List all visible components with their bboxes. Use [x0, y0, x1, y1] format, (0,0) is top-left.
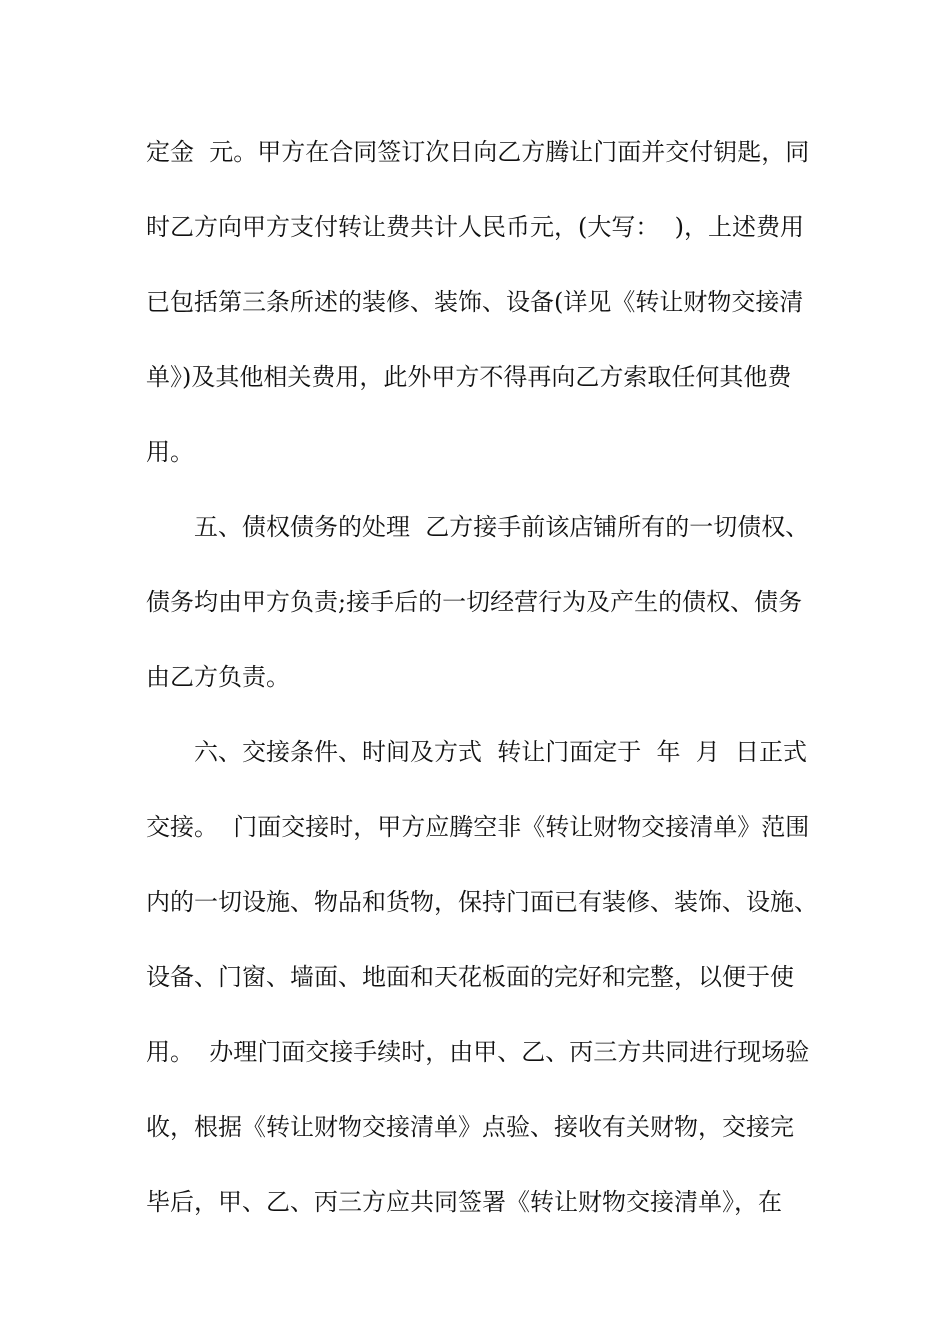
- text-line: 时乙方向甲方支付转让费共计人民币元，(大写： )，上述费用: [146, 213, 804, 241]
- text-line: 用。: [146, 438, 194, 466]
- text-line: 债务均由甲方负责;接手后的一切经营行为及产生的债权、债务: [146, 588, 803, 616]
- text-line: 内的一切设施、物品和货物，保持门面已有装修、装饰、设施、: [146, 888, 818, 916]
- text-line: 定金 元。甲方在合同签订次日向乙方腾让门面并交付钥匙，同: [146, 138, 810, 166]
- section-heading-six: 六、交接条件、时间及方式 转让门面定于 年 月 日正式: [194, 738, 808, 766]
- text-line: 已包括第三条所述的装修、装饰、设备(详见《转让财物交接清: [146, 288, 804, 316]
- text-line: 毕后，甲、乙、丙三方应共同签署《转让财物交接清单》，在: [146, 1188, 782, 1216]
- text-line: 收，根据《转让财物交接清单》点验、接收有关财物，交接完: [146, 1113, 794, 1141]
- section-heading-five: 五、债权债务的处理 乙方接手前该店铺所有的一切债权、: [194, 513, 810, 541]
- text-line: 单》)及其他相关费用，此外甲方不得再向乙方索取任何其他费: [146, 363, 792, 391]
- text-line: 用。 办理门面交接手续时，由甲、乙、丙三方共同进行现场验: [146, 1038, 810, 1066]
- text-line: 设备、门窗、墙面、地面和天花板面的完好和完整，以便于使: [146, 963, 794, 991]
- text-line: 由乙方负责。: [146, 663, 290, 691]
- text-line: 交接。 门面交接时，甲方应腾空非《转让财物交接清单》范围: [146, 813, 810, 841]
